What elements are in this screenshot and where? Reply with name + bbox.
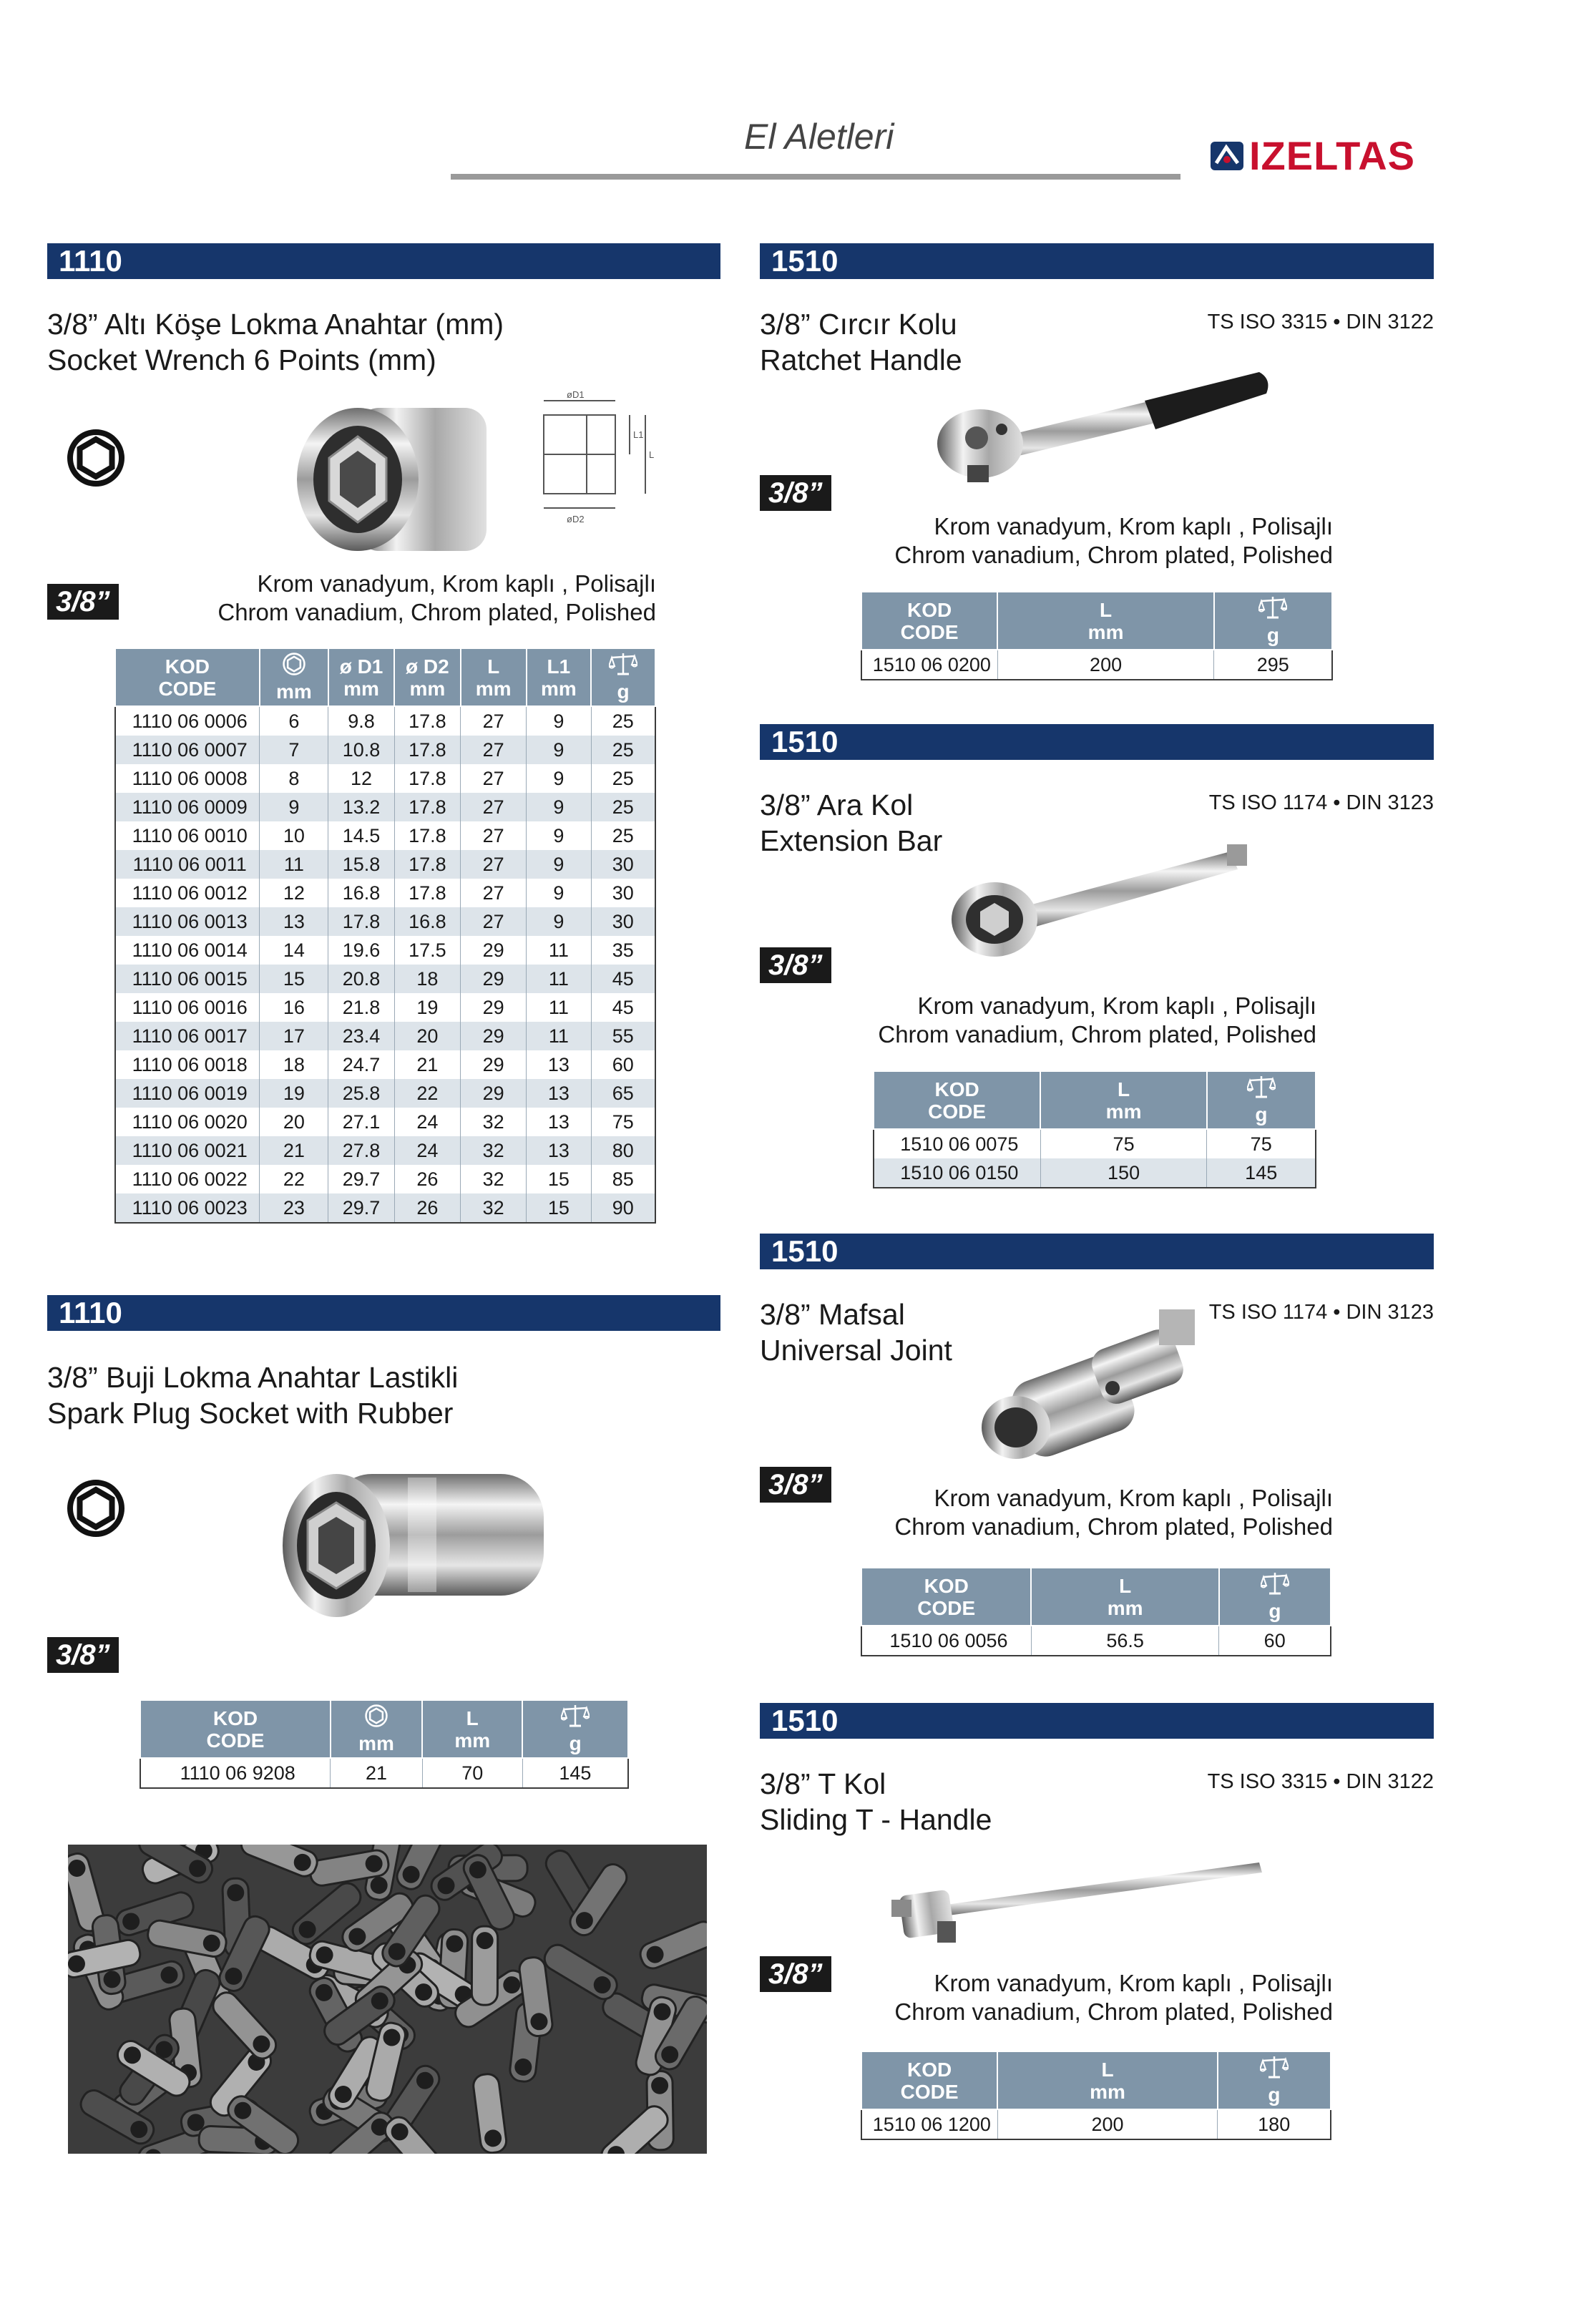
size-badge: 3/8”	[760, 1956, 831, 1992]
weight-scale-icon	[1247, 1075, 1276, 1099]
table-cell: 27	[461, 879, 527, 907]
section-code-bar: 1110	[47, 1295, 720, 1331]
product-title-en: Spark Plug Socket with Rubber	[47, 1397, 454, 1430]
table-cell: 1110 06 0018	[115, 1050, 260, 1079]
table-cell: 9	[527, 907, 591, 936]
table-row	[115, 764, 655, 793]
product-title-en: Ratchet Handle	[760, 343, 962, 376]
table-cell: 70	[422, 1758, 522, 1788]
table-cell: 29.7	[328, 1193, 394, 1223]
size-badge: 3/8”	[760, 475, 831, 511]
t-handle-image	[887, 1857, 1274, 1957]
section-code-bar: 1510	[760, 724, 1434, 760]
table-cell: 145	[1207, 1158, 1316, 1188]
weight-scale-icon	[561, 1704, 590, 1728]
table-cell: 27	[461, 793, 527, 821]
table-cell: 25.8	[328, 1079, 394, 1108]
table-cell: 1110 06 0011	[115, 850, 260, 879]
table-cell: 27	[461, 907, 527, 936]
col-d2: ø D2 mm	[394, 648, 460, 706]
table-cell: 11	[260, 850, 328, 879]
table-cell: 30	[591, 879, 655, 907]
table-cell: 22	[260, 1165, 328, 1193]
spec-table-1510-ratchet	[861, 591, 1333, 680]
material-tr: Krom vanadyum, Krom kaplı , Polisajlı	[934, 513, 1333, 540]
spec-table-1510-extension	[873, 1070, 1316, 1188]
table-cell: 1110 06 0017	[115, 1022, 260, 1050]
table-row	[115, 936, 655, 965]
table-cell: 20	[260, 1108, 328, 1136]
table-cell: 1110 06 9208	[140, 1758, 331, 1788]
col-l1: L1 mm	[527, 648, 591, 706]
table-cell: 1110 06 0015	[115, 965, 260, 993]
table-cell: 16.8	[394, 907, 460, 936]
section-code-bar: 1510	[760, 1234, 1434, 1269]
table-cell: 1110 06 0006	[115, 706, 260, 736]
table-row	[115, 1193, 655, 1223]
table-cell: 17	[260, 1022, 328, 1050]
table-cell: 25	[591, 764, 655, 793]
table-cell: 9	[527, 821, 591, 850]
table-cell: 30	[591, 907, 655, 936]
table-cell: 1110 06 0013	[115, 907, 260, 936]
drawing-label-l1: L1	[633, 429, 644, 440]
product-title-tr: 3/8” Cırcır Kolu	[760, 308, 957, 341]
table-cell: 32	[461, 1165, 527, 1193]
table-cell: 15	[527, 1165, 591, 1193]
col-d1: ø D1 mm	[328, 648, 394, 706]
table-cell: 1110 06 0012	[115, 879, 260, 907]
table-cell: 13	[527, 1050, 591, 1079]
product-title-en: Extension Bar	[760, 824, 943, 857]
table-row	[861, 2109, 1331, 2139]
table-cell: 150	[1040, 1158, 1207, 1188]
table-cell: 1110 06 0016	[115, 993, 260, 1022]
table-cell: 17.8	[394, 879, 460, 907]
table-cell: 9	[527, 850, 591, 879]
table-cell: 45	[591, 965, 655, 993]
page-title: El Aletleri	[744, 117, 894, 157]
table-cell: 21	[394, 1050, 460, 1079]
table-cell: 6	[260, 706, 328, 736]
table-cell: 8	[260, 764, 328, 793]
spec-table-1110-socket	[114, 648, 656, 1224]
table-cell: 9	[527, 736, 591, 764]
section-code-bar: 1510	[760, 243, 1434, 279]
table-row	[115, 1108, 655, 1136]
table-cell: 27	[461, 764, 527, 793]
table-row	[115, 993, 655, 1022]
drawing-label-l: L	[649, 449, 655, 460]
extension-bar-image	[944, 837, 1259, 973]
table-cell: 19	[394, 993, 460, 1022]
col-code: KOD CODE	[115, 648, 260, 706]
table-cell: 29	[461, 936, 527, 965]
table-cell: 32	[461, 1136, 527, 1165]
table-cell: 11	[527, 993, 591, 1022]
table-cell: 27	[461, 736, 527, 764]
table-cell: 25	[591, 736, 655, 764]
spec-table-1110-spark	[140, 1699, 629, 1789]
table-row	[115, 907, 655, 936]
table-cell: 29	[461, 965, 527, 993]
table-cell: 17.8	[394, 764, 460, 793]
table-cell: 13	[527, 1079, 591, 1108]
table-cell: 27	[461, 706, 527, 736]
header-rule	[451, 174, 1180, 180]
table-cell: 13	[527, 1136, 591, 1165]
product-title-en: Socket Wrench 6 Points (mm)	[47, 343, 436, 376]
table-row	[140, 1758, 628, 1788]
forged-parts-photo	[68, 1845, 707, 2154]
table-cell: 21	[331, 1758, 422, 1788]
col-weight: g	[522, 1700, 628, 1758]
col-l: L mm	[997, 2051, 1218, 2109]
table-cell: 27	[461, 850, 527, 879]
col-code: KOD CODE	[861, 2051, 997, 2109]
table-cell: 17.8	[394, 793, 460, 821]
table-row	[861, 1626, 1331, 1656]
table-cell: 1510 06 0150	[874, 1158, 1040, 1188]
product-title-tr: 3/8” Mafsal	[760, 1298, 905, 1331]
socket-wrench-image	[272, 401, 501, 572]
weight-scale-icon	[1260, 2055, 1289, 2079]
universal-joint-image	[966, 1302, 1223, 1474]
table-cell: 12	[328, 764, 394, 793]
table-cell: 12	[260, 879, 328, 907]
table-row	[874, 1158, 1316, 1188]
table-cell: 180	[1218, 2109, 1331, 2139]
table-cell: 29	[461, 1050, 527, 1079]
col-l: L mm	[1031, 1568, 1218, 1626]
table-cell: 32	[461, 1108, 527, 1136]
table-cell: 1110 06 0007	[115, 736, 260, 764]
table-cell: 15.8	[328, 850, 394, 879]
table-cell: 75	[1040, 1129, 1207, 1158]
table-cell: 27.1	[328, 1108, 394, 1136]
table-cell: 25	[591, 821, 655, 850]
table-cell: 9.8	[328, 706, 394, 736]
table-cell: 35	[591, 936, 655, 965]
product-title-tr: 3/8” Ara Kol	[760, 788, 914, 821]
table-cell: 1110 06 0010	[115, 821, 260, 850]
brand-logo	[1209, 133, 1435, 178]
brand-name: IZELTAS	[1249, 133, 1416, 178]
table-cell: 1510 06 1200	[861, 2109, 997, 2139]
table-row	[115, 793, 655, 821]
weight-scale-icon	[609, 652, 637, 676]
col-code: KOD CODE	[861, 592, 997, 650]
table-cell: 13.2	[328, 793, 394, 821]
table-cell: 1110 06 0014	[115, 936, 260, 965]
table-cell: 85	[591, 1165, 655, 1193]
table-cell: 1110 06 0019	[115, 1079, 260, 1108]
weight-scale-icon	[1261, 1571, 1289, 1596]
spec-table-1510-joint	[861, 1567, 1331, 1656]
section-code-bar: 1110	[47, 243, 720, 279]
table-cell: 1510 06 0075	[874, 1129, 1040, 1158]
material-tr: Krom vanadyum, Krom kaplı , Polisajlı	[934, 1970, 1333, 1996]
table-cell: 17.8	[328, 907, 394, 936]
table-cell: 14	[260, 936, 328, 965]
table-row	[115, 850, 655, 879]
size-badge: 3/8”	[47, 584, 119, 620]
table-cell: 22	[394, 1079, 460, 1108]
table-cell: 27	[461, 821, 527, 850]
material-tr: Krom vanadyum, Krom kaplı , Polisajlı	[257, 570, 656, 597]
table-cell: 26	[394, 1165, 460, 1193]
table-row	[115, 821, 655, 850]
table-cell: 10	[260, 821, 328, 850]
material-en: Chrom vanadium, Chrom plated, Polished	[894, 1513, 1333, 1540]
table-cell: 1110 06 0008	[115, 764, 260, 793]
table-cell: 1110 06 0020	[115, 1108, 260, 1136]
table-cell: 7	[260, 736, 328, 764]
table-cell: 20	[394, 1022, 460, 1050]
table-row	[115, 1022, 655, 1050]
hex-socket-icon	[66, 1478, 126, 1538]
table-cell: 24.7	[328, 1050, 394, 1079]
table-cell: 1510 06 0200	[861, 650, 997, 680]
table-row	[874, 1129, 1316, 1158]
table-cell: 24	[394, 1108, 460, 1136]
col-code: KOD CODE	[861, 1568, 1031, 1626]
table-cell: 24	[394, 1136, 460, 1165]
table-cell: 10.8	[328, 736, 394, 764]
product-title-en: Universal Joint	[760, 1334, 952, 1367]
product-title-tr: 3/8” Buji Lokma Anahtar Lastikli	[47, 1361, 459, 1394]
hex-icon	[362, 1704, 391, 1728]
col-weight: g	[591, 648, 655, 706]
col-code: KOD CODE	[140, 1700, 331, 1758]
table-cell: 1110 06 0021	[115, 1136, 260, 1165]
table-row	[115, 965, 655, 993]
size-badge: 3/8”	[47, 1637, 119, 1673]
material-tr: Krom vanadyum, Krom kaplı , Polisajlı	[934, 1485, 1333, 1511]
table-cell: 19	[260, 1079, 328, 1108]
table-cell: 9	[527, 793, 591, 821]
table-cell: 1110 06 0023	[115, 1193, 260, 1223]
table-cell: 200	[997, 650, 1214, 680]
table-row	[115, 706, 655, 736]
material-en: Chrom vanadium, Chrom plated, Polished	[894, 542, 1333, 568]
table-cell: 20.8	[328, 965, 394, 993]
standard-label: TS ISO 1174 • DIN 3123	[1208, 791, 1434, 814]
table-cell: 23	[260, 1193, 328, 1223]
table-cell: 9	[527, 879, 591, 907]
table-cell: 45	[591, 993, 655, 1022]
table-cell: 18	[260, 1050, 328, 1079]
ratchet-handle-image	[930, 358, 1274, 501]
standard-label: TS ISO 3315 • DIN 3122	[1207, 311, 1434, 333]
table-cell: 60	[591, 1050, 655, 1079]
table-cell: 29	[461, 993, 527, 1022]
product-title-tr: 3/8” T Kol	[760, 1767, 886, 1800]
table-cell: 75	[591, 1108, 655, 1136]
table-cell: 16	[260, 993, 328, 1022]
table-cell: 1510 06 0056	[861, 1626, 1031, 1656]
table-cell: 32	[461, 1193, 527, 1223]
table-cell: 200	[997, 2109, 1218, 2139]
spark-plug-socket-image	[265, 1452, 565, 1631]
col-l: L mm	[1040, 1071, 1207, 1129]
table-cell: 21	[260, 1136, 328, 1165]
table-cell: 15	[527, 1193, 591, 1223]
table-cell: 27.8	[328, 1136, 394, 1165]
hex-socket-icon	[66, 428, 126, 488]
table-cell: 11	[527, 965, 591, 993]
col-l: L mm	[422, 1700, 522, 1758]
section-code-bar: 1510	[760, 1703, 1434, 1739]
table-cell: 13	[260, 907, 328, 936]
table-cell: 16.8	[328, 879, 394, 907]
table-cell: 17.8	[394, 736, 460, 764]
table-row	[115, 736, 655, 764]
table-cell: 25	[591, 793, 655, 821]
col-hex: mm	[260, 648, 328, 706]
table-cell: 9	[527, 706, 591, 736]
spec-table-1510-thandle	[861, 2051, 1331, 2140]
table-cell: 17.8	[394, 850, 460, 879]
table-cell: 17.5	[394, 936, 460, 965]
material-tr: Krom vanadyum, Krom kaplı , Polisajlı	[917, 992, 1316, 1019]
table-cell: 25	[591, 706, 655, 736]
table-cell: 75	[1207, 1129, 1316, 1158]
table-cell: 56.5	[1031, 1626, 1218, 1656]
hex-icon	[280, 652, 308, 676]
col-weight: g	[1207, 1071, 1316, 1129]
table-cell: 11	[527, 1022, 591, 1050]
standard-label: TS ISO 3315 • DIN 3122	[1207, 1770, 1434, 1793]
socket-dimension-drawing	[522, 386, 665, 529]
table-cell: 29	[461, 1022, 527, 1050]
col-weight: g	[1214, 592, 1332, 650]
col-weight: g	[1219, 1568, 1331, 1626]
table-cell: 90	[591, 1193, 655, 1223]
drawing-label-d1: øD1	[567, 389, 585, 400]
material-en: Chrom vanadium, Chrom plated, Polished	[217, 599, 656, 625]
table-cell: 15	[260, 965, 328, 993]
col-code: KOD CODE	[874, 1071, 1040, 1129]
col-l: L mm	[461, 648, 527, 706]
table-row	[115, 1165, 655, 1193]
table-cell: 17.8	[394, 821, 460, 850]
table-cell: 23.4	[328, 1022, 394, 1050]
table-cell: 17.8	[394, 706, 460, 736]
table-cell: 11	[527, 936, 591, 965]
table-cell: 295	[1214, 650, 1332, 680]
col-l: L mm	[997, 592, 1214, 650]
table-row	[861, 650, 1332, 680]
material-en: Chrom vanadium, Chrom plated, Polished	[878, 1021, 1316, 1048]
drawing-label-d2: øD2	[567, 514, 585, 524]
table-row	[115, 1136, 655, 1165]
standard-label: TS ISO 1174 • DIN 3123	[1208, 1301, 1434, 1324]
table-cell: 9	[260, 793, 328, 821]
size-badge: 3/8”	[760, 1467, 831, 1503]
col-hex: mm	[331, 1700, 422, 1758]
table-cell: 145	[522, 1758, 628, 1788]
table-cell: 1110 06 0009	[115, 793, 260, 821]
weight-scale-icon	[1258, 595, 1287, 620]
table-row	[115, 1050, 655, 1079]
table-cell: 13	[527, 1108, 591, 1136]
table-cell: 29	[461, 1079, 527, 1108]
table-cell: 9	[527, 764, 591, 793]
table-cell: 18	[394, 965, 460, 993]
table-cell: 29.7	[328, 1165, 394, 1193]
col-weight: g	[1218, 2051, 1331, 2109]
size-badge: 3/8”	[760, 947, 831, 983]
table-cell: 14.5	[328, 821, 394, 850]
table-cell: 30	[591, 850, 655, 879]
product-title-tr: 3/8” Altı Köşe Lokma Anahtar (mm)	[47, 308, 504, 341]
table-cell: 55	[591, 1022, 655, 1050]
table-cell: 60	[1219, 1626, 1331, 1656]
table-row	[115, 1079, 655, 1108]
brand-mark-icon	[1209, 140, 1245, 172]
product-title-en: Sliding T - Handle	[760, 1803, 992, 1836]
material-en: Chrom vanadium, Chrom plated, Polished	[894, 1998, 1333, 2025]
table-cell: 19.6	[328, 936, 394, 965]
table-row	[115, 879, 655, 907]
table-cell: 65	[591, 1079, 655, 1108]
table-cell: 1110 06 0022	[115, 1165, 260, 1193]
table-cell: 21.8	[328, 993, 394, 1022]
table-cell: 26	[394, 1193, 460, 1223]
table-cell: 80	[591, 1136, 655, 1165]
